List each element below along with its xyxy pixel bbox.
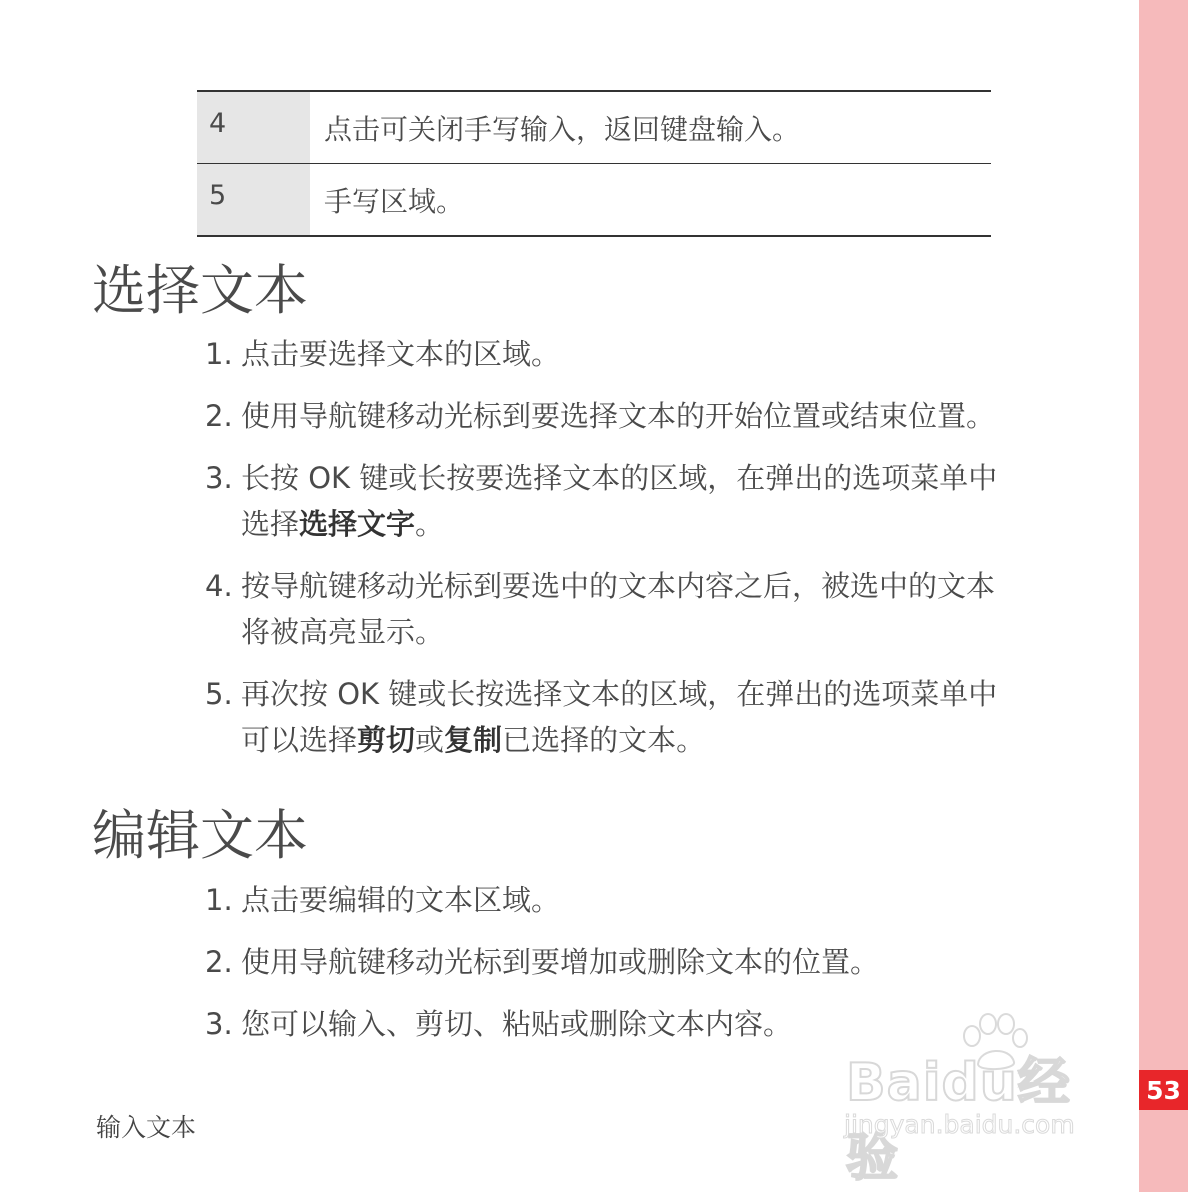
watermark-url: jingyan.baidu.com	[844, 1110, 1075, 1139]
step-number: 2.	[205, 945, 233, 979]
step-text: 使用导航键移动光标到要选择文本的开始位置或结束位置。	[241, 399, 996, 433]
step-text: 点击要编辑的文本区域。	[241, 883, 561, 917]
callout-description: 点击可关闭手写输入，返回键盘输入。	[324, 112, 801, 146]
step-number: 1.	[205, 883, 233, 917]
step-number: 3.	[205, 1007, 233, 1041]
list-item	[205, 331, 997, 377]
callout-number: 4	[197, 91, 310, 164]
step-text: 可以选择	[241, 723, 358, 757]
step-number: 5.	[205, 677, 233, 711]
step-text: 按导航键移动光标到要选中的文本内容之后，被选中的文本	[241, 569, 996, 603]
footer-chapter-title: 输入文本	[96, 1113, 197, 1142]
step-text: 将被高亮显示。	[241, 615, 445, 649]
step-number: 1.	[205, 337, 233, 371]
step-text: 或	[415, 723, 445, 757]
side-band	[1139, 0, 1188, 1192]
callout-description: 手写区域。	[324, 184, 465, 218]
menu-option-cut: 剪切	[357, 723, 416, 757]
step-text: 点击要选择文本的区域。	[241, 337, 561, 371]
step-number: 2.	[205, 399, 233, 433]
watermark-logo: Baidu经验	[846, 1053, 1071, 1188]
section-title-edit-text: 编辑文本	[92, 804, 308, 867]
page-number-badge: 53	[1139, 1070, 1188, 1110]
step-number: 4.	[205, 569, 233, 603]
menu-option-copy: 复制	[444, 723, 503, 757]
section-title-select-text: 选择文本	[92, 259, 308, 322]
step-text: 。	[415, 507, 445, 541]
list-item	[205, 1001, 879, 1047]
list-item	[205, 671, 997, 763]
step-text: 长按 OK 键或长按要选择文本的区域，在弹出的选项菜单中	[241, 461, 998, 495]
table-row	[197, 91, 991, 164]
list-item	[205, 393, 997, 439]
step-text: 选择	[241, 507, 300, 541]
step-text: 使用导航键移动光标到要增加或删除文本的位置。	[241, 945, 880, 979]
list-item	[205, 563, 997, 655]
list-item	[205, 877, 879, 923]
table-row	[197, 164, 991, 237]
edit-steps-list	[205, 877, 879, 1047]
menu-option-select-text: 选择文字	[299, 507, 416, 541]
callout-table	[197, 90, 991, 237]
list-item	[205, 939, 879, 985]
baidu-watermark	[840, 1012, 1120, 1188]
step-text: 已选择的文本。	[502, 723, 706, 757]
list-item	[205, 455, 997, 547]
step-text: 您可以输入、剪切、粘贴或删除文本内容。	[241, 1007, 793, 1041]
select-steps-list	[205, 331, 997, 763]
step-text: 再次按 OK 键或长按选择文本的区域，在弹出的选项菜单中	[241, 677, 998, 711]
callout-number: 5	[197, 164, 310, 237]
step-number: 3.	[205, 461, 233, 495]
